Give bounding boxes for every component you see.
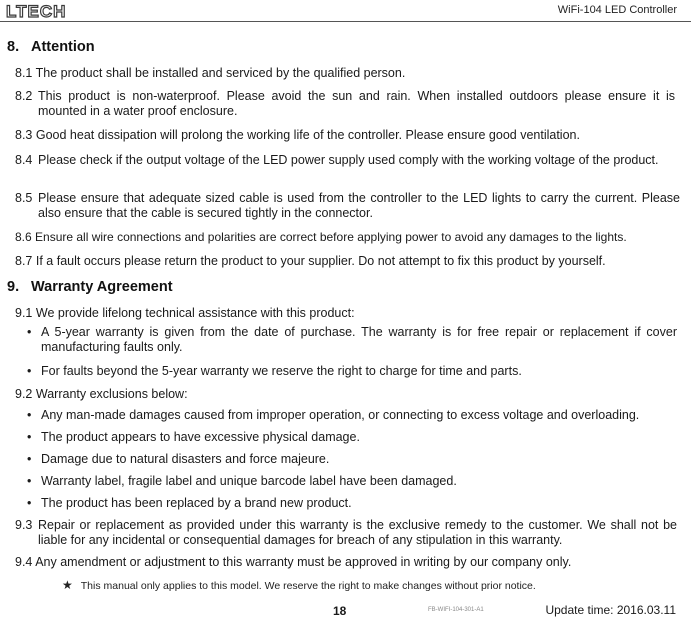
paragraph-8-3: 8.3 Good heat dissipation will prolong the working life of the controller. Please ensure good ventilation. xyxy=(15,128,580,142)
star-icon: ★ xyxy=(62,578,73,592)
list-item: • Warranty label, fragile label and unique barcode label have been damaged. xyxy=(27,474,457,488)
paragraph-9-4: 9.4 Any amendment or adjustment to this warranty must be approved in writing by our company only. xyxy=(15,555,572,569)
paragraph-9-1: 9.1 We provide lifelong technical assistance with this product: xyxy=(15,306,355,320)
paragraph-8-1: 8.1 The product shall be installed and serviced by the qualified person. xyxy=(15,66,406,80)
list-item: • A 5-year warranty is given from the date of purchase. The warranty is for free repair or replacement if cover manufacturing faults only. xyxy=(27,325,677,354)
paragraph-8-6: 8.6 Ensure all wire connections and polarities are correct before applying power to avoid any damages to the lights. xyxy=(15,230,627,244)
list-item: • The product appears to have excessive physical damage. xyxy=(27,430,360,444)
page-footer xyxy=(0,600,691,622)
list-item: • For faults beyond the 5-year warranty we reserve the right to charge for time and parts. xyxy=(27,364,522,378)
document-title: WiFi-104 LED Controller xyxy=(557,4,677,16)
paragraph-8-2: 8.2 This product is non-waterproof. Please avoid the sun and rain. When installed outdoors please ensure it is mounted in a water proof enclosure. xyxy=(15,89,675,118)
document-code: FB-WIFI-104-301-A1 xyxy=(428,607,484,613)
header-divider xyxy=(0,21,691,22)
list-item: • Damage due to natural disasters and force majeure. xyxy=(27,452,330,466)
update-time: Update time: 2016.03.11 xyxy=(545,603,676,617)
section-heading-warranty: 9. Warranty Agreement xyxy=(7,279,173,295)
paragraph-8-4: 8.4 Please check if the output voltage of the LED power supply used comply with the working voltage of the product. xyxy=(15,153,659,167)
list-item: • Any man-made damages caused from improper operation, or connecting to excess voltage and overloading. xyxy=(27,408,640,422)
section-heading-attention: 8. Attention xyxy=(7,39,95,55)
bullet-icon: • xyxy=(27,430,32,444)
bullet-icon: • xyxy=(27,325,32,339)
paragraph-9-3: 9.3 Repair or replacement as provided under this warranty is the exclusive remedy to the customer. We shall not be liable for any incidental or consequential damages for breach of any stipulation in this warranty. xyxy=(15,518,677,547)
paragraph-8-7: 8.7 If a fault occurs please return the product to your supplier. Do not attempt to fix this product by yourself. xyxy=(15,254,606,268)
bullet-icon: • xyxy=(27,496,32,510)
manual-note: ★ This manual only applies to this model. We reserve the right to make changes without prior notice. xyxy=(62,578,536,592)
bullet-icon: • xyxy=(27,474,32,488)
ltech-logo: LTECH xyxy=(6,2,67,21)
page-number: 18 xyxy=(333,604,347,618)
paragraph-9-2: 9.2 Warranty exclusions below: xyxy=(15,387,188,401)
page-header xyxy=(0,0,691,22)
paragraph-8-5: 8.5 Please ensure that adequate sized cable is used from the controller to the LED lights to carry the current. Please also ensure that the cable is secured tightly in the connector. xyxy=(15,191,680,220)
list-item: • The product has been replaced by a brand new product. xyxy=(27,496,352,510)
bullet-icon: • xyxy=(27,452,32,466)
bullet-icon: • xyxy=(27,364,32,378)
bullet-icon: • xyxy=(27,408,32,422)
